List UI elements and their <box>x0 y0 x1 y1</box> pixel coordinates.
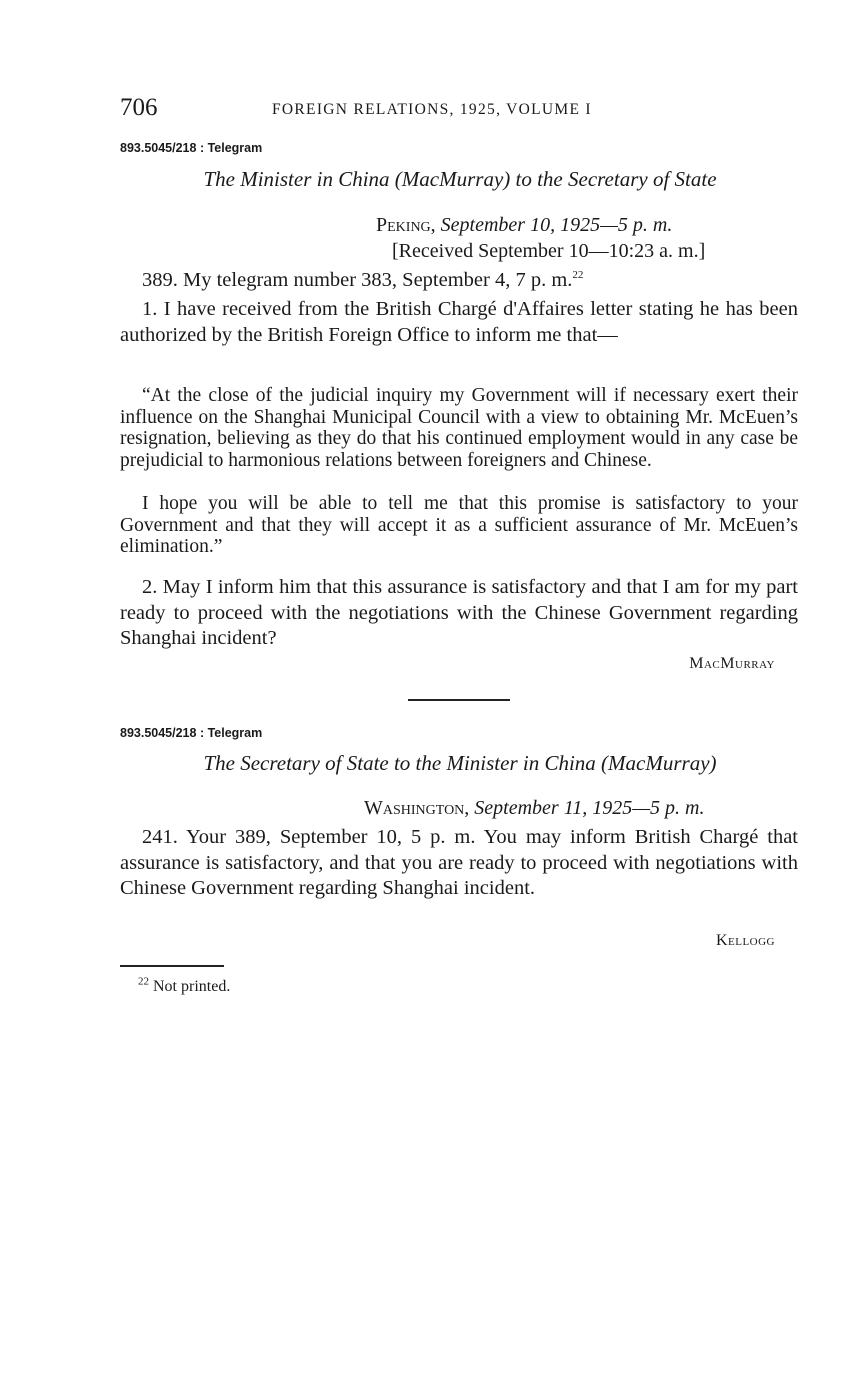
dateline-place: Washington, <box>364 797 470 819</box>
signature: Kellogg <box>715 932 775 949</box>
dateline <box>376 214 672 237</box>
dateline-date: September 10, 1925—5 p. m. <box>440 214 673 236</box>
quoted-letter-2: I hope you will be able to tell me that this promise is satisfactory to your Government and that they will accept it as a sufficient assurance of Mr. McEuen’s elimination.” <box>120 493 798 557</box>
file-reference: 893.5045/218 : Telegram <box>120 726 263 740</box>
signature: MacMurray <box>689 655 775 672</box>
paragraph-2: 2. May I inform him that this assurance is satisfactory and that I am for my part ready to proceed with the negotiations with the Chinese Government regarding Shanghai incident? <box>120 576 798 649</box>
paragraph-intro <box>120 268 798 294</box>
quoted-letter-1: “At the close of the judicial inquiry my Government will if necessary exert their influence on the Shanghai Municipal Council with a view to obtaining Mr. McEuen’s resignation, believing as they do that his continued employment would in any case be prejudicial to harmonious relations between foreigners and Chinese. <box>120 385 798 471</box>
footnote <box>138 975 231 996</box>
paragraph-1: 1. I have received from the British Chargé d'Affaires letter stating he has been authorized by the British Foreign Office to inform me that— <box>120 298 798 346</box>
dateline <box>364 797 704 820</box>
footnote-text: Not printed. <box>153 978 231 995</box>
document-title: The Secretary of State to the Minister in China (MacMurray) <box>203 751 717 775</box>
footnote-separator <box>120 965 224 967</box>
page-number: 706 <box>120 94 158 121</box>
page-header <box>120 94 800 124</box>
running-head: FOREIGN RELATIONS, 1925, VOLUME I <box>272 101 592 118</box>
footnote-reference: 22 <box>572 269 584 282</box>
dateline-date: September 11, 1925—5 p. m. <box>474 797 705 819</box>
file-reference: 893.5045/218 : Telegram <box>120 141 263 155</box>
dateline-place: Peking, <box>376 214 436 236</box>
paragraph-1: 241. Your 389, September 10, 5 p. m. You may inform British Chargé that assurance is satisfactory, and that you are ready to proceed with negotiations with Chinese Government regarding Shanghai incident. <box>120 826 798 899</box>
received-line: [Received September 10—10:23 a. m.] <box>392 240 706 262</box>
footnote-mark: 22 <box>138 975 149 988</box>
document-title: The Minister in China (MacMurray) to the Secretary of State <box>203 167 717 191</box>
paragraph-intro-text: 389. My telegram number 383, September 4, 7 p. m. <box>142 269 573 291</box>
section-separator <box>408 699 510 701</box>
